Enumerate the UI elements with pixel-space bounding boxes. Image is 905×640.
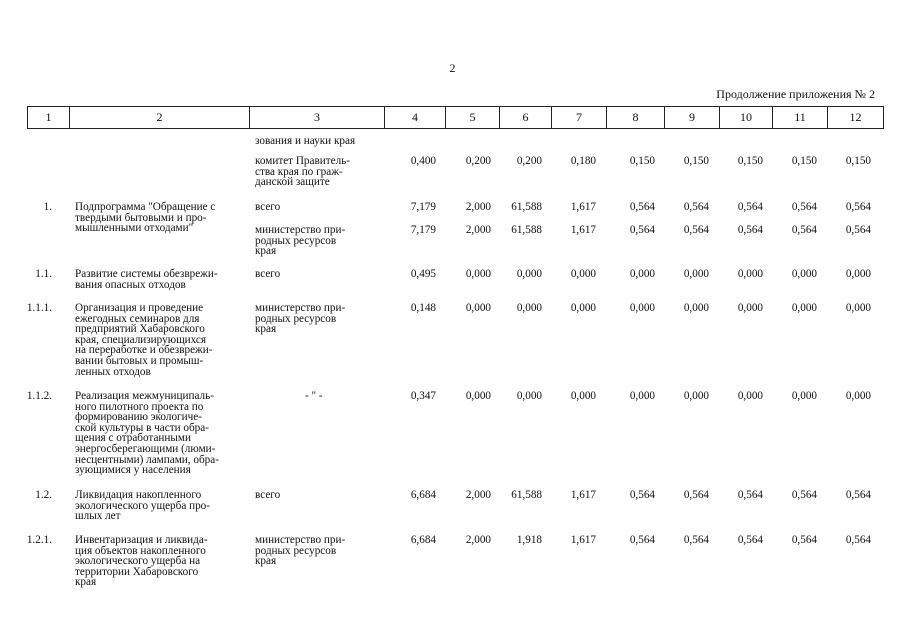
row-name-line: Развитие системы обезврежи- xyxy=(75,268,218,280)
row-value-col-7: 1,617 xyxy=(570,489,596,501)
row-value-col-9: 0,564 xyxy=(683,201,709,213)
row-value-col-4: 0,347 xyxy=(410,390,436,402)
row-value-col-4: 7,179 xyxy=(410,201,436,213)
row-value-col-7: 0,000 xyxy=(570,390,596,402)
row-value-col-11: 0,564 xyxy=(791,201,817,213)
row-number: 1.1.2. xyxy=(26,390,52,402)
row-value-col-8: 0,000 xyxy=(629,302,655,314)
row-value-col-7: 0,000 xyxy=(570,268,596,280)
column-header-10: 10 xyxy=(720,107,773,129)
row-executor-line: всего xyxy=(255,201,281,213)
row-name-line: Подпрограмма "Обращение с xyxy=(75,201,216,213)
row-executor-line: данской защите xyxy=(255,176,330,189)
row-value-col-6: 0,000 xyxy=(516,302,542,314)
row-value-col-11: 0,564 xyxy=(791,224,817,236)
row-executor-line: края xyxy=(255,323,277,336)
row-value-col-11: 0,000 xyxy=(791,390,817,402)
row-value-col-12: 0,564 xyxy=(845,224,871,236)
column-header-1: 1 xyxy=(28,107,70,129)
row-value-col-5: 0,200 xyxy=(465,155,491,167)
row-value-col-5: 2,000 xyxy=(465,201,491,213)
row-executor-line: министерство при- xyxy=(255,302,346,314)
row-value-col-8: 0,000 xyxy=(629,390,655,402)
row-value-col-6: 0,000 xyxy=(516,390,542,402)
row-value-col-9: 0,150 xyxy=(683,155,709,167)
row-value-col-4: 0,400 xyxy=(410,155,436,167)
row-name-line: Ликвидация накопленного xyxy=(75,489,202,501)
column-header-2: 2 xyxy=(70,107,250,129)
page-number: 2 xyxy=(449,61,456,75)
row-value-col-11: 0,150 xyxy=(791,155,817,167)
row-executor-line: министерство при- xyxy=(255,534,346,546)
row-name-line: вании бытовых и промыш- xyxy=(75,355,204,367)
column-header-3: 3 xyxy=(250,107,385,129)
row-value-col-6: 61,588 xyxy=(511,489,542,501)
row-value-col-6: 0,200 xyxy=(516,155,542,167)
row-executor-line: комитет Правитель- xyxy=(255,155,351,167)
row-value-col-11: 0,564 xyxy=(791,534,817,546)
row-value-col-12: 0,564 xyxy=(845,201,871,213)
row-name-line: ской культуры в части обра- xyxy=(75,421,209,434)
row-value-col-4: 6,684 xyxy=(410,489,436,501)
row-executor-line: зования и науки края xyxy=(255,135,356,147)
row-value-col-6: 1,918 xyxy=(516,534,542,546)
row-number: 1.1. xyxy=(35,268,52,280)
column-header-7: 7 xyxy=(552,107,607,129)
row-value-col-7: 0,180 xyxy=(570,155,596,167)
column-header-12: 12 xyxy=(828,107,884,129)
row-executor-line: - " - xyxy=(305,390,323,402)
row-name-line: территории Хабаровского xyxy=(75,565,199,578)
row-value-col-5: 2,000 xyxy=(465,224,491,236)
row-value-col-10: 0,150 xyxy=(737,155,763,167)
row-value-col-6: 61,588 xyxy=(511,224,542,236)
row-value-col-4: 7,179 xyxy=(410,224,436,236)
column-header-4: 4 xyxy=(385,107,446,129)
row-name-line: щения с отработанными xyxy=(75,432,191,445)
row-name-line: края, специализирующихся xyxy=(75,333,207,346)
row-value-col-10: 0,000 xyxy=(737,268,763,280)
row-value-col-6: 0,000 xyxy=(516,268,542,280)
row-name-line: ция объектов накопленного xyxy=(75,544,206,557)
row-name-line: Инвентаризация и ликвида- xyxy=(75,534,208,546)
row-value-col-4: 0,495 xyxy=(410,268,436,280)
row-value-col-11: 0,564 xyxy=(791,489,817,501)
row-value-col-8: 0,000 xyxy=(629,268,655,280)
column-header-5: 5 xyxy=(446,107,500,129)
row-name-line: экологического ущерба на xyxy=(75,555,201,568)
row-name-line: Организация и проведение xyxy=(75,302,204,314)
row-value-col-7: 0,000 xyxy=(570,302,596,314)
row-name-line: шлых лет xyxy=(75,510,121,523)
row-value-col-5: 0,000 xyxy=(465,302,491,314)
row-name-line: несцентными) лампами, обра- xyxy=(75,453,219,466)
row-executor-line: родных ресурсов xyxy=(255,312,337,325)
row-name-line: формированию экологиче- xyxy=(75,411,202,424)
row-value-col-4: 6,684 xyxy=(410,534,436,546)
column-header-8: 8 xyxy=(607,107,665,129)
row-name-line: края xyxy=(75,576,97,589)
row-value-col-5: 0,000 xyxy=(465,268,491,280)
row-value-col-11: 0,000 xyxy=(791,268,817,280)
row-value-col-5: 2,000 xyxy=(465,534,491,546)
row-value-col-11: 0,000 xyxy=(791,302,817,314)
row-executor-line: родных ресурсов xyxy=(255,544,337,557)
row-value-col-9: 0,000 xyxy=(683,268,709,280)
column-header-6: 6 xyxy=(500,107,552,129)
row-name-line: ежегодных семинаров для xyxy=(75,312,200,325)
row-value-col-8: 0,564 xyxy=(629,224,655,236)
row-name-line: экологического ущерба про- xyxy=(75,499,210,512)
row-number: 1.1.1. xyxy=(26,302,52,314)
row-name-line: ного пилотного проекта по xyxy=(75,400,204,413)
row-value-col-10: 0,564 xyxy=(737,224,763,236)
row-executor-line: родных ресурсов xyxy=(255,234,337,247)
row-value-col-7: 1,617 xyxy=(570,224,596,236)
row-value-col-10: 0,564 xyxy=(737,534,763,546)
row-value-col-12: 0,150 xyxy=(845,155,871,167)
row-value-col-5: 2,000 xyxy=(465,489,491,501)
row-executor-line: всего xyxy=(255,268,281,280)
appendix-continuation-label: Продолжение приложения № 2 xyxy=(716,87,875,101)
row-value-col-9: 0,564 xyxy=(683,534,709,546)
row-value-col-4: 0,148 xyxy=(410,302,436,314)
row-value-col-10: 0,564 xyxy=(737,489,763,501)
row-value-col-12: 0,564 xyxy=(845,489,871,501)
row-value-col-8: 0,564 xyxy=(629,201,655,213)
row-value-col-8: 0,150 xyxy=(629,155,655,167)
row-value-col-12: 0,000 xyxy=(845,302,871,314)
row-value-col-9: 0,000 xyxy=(683,302,709,314)
row-value-col-12: 0,564 xyxy=(845,534,871,546)
row-executor-line: края xyxy=(255,555,277,568)
row-value-col-5: 0,000 xyxy=(465,390,491,402)
row-name-line: энергосберегающими (люми- xyxy=(75,443,216,455)
row-executor-line: края xyxy=(255,245,277,258)
row-value-col-8: 0,564 xyxy=(629,489,655,501)
row-number: 1. xyxy=(43,201,52,213)
row-value-col-9: 0,000 xyxy=(683,390,709,402)
column-header-11: 11 xyxy=(773,107,828,129)
row-number: 1.2.1. xyxy=(26,534,52,546)
row-executor-line: всего xyxy=(255,489,281,501)
row-name-line: на переработке и обезврежи- xyxy=(75,344,213,357)
row-value-col-12: 0,000 xyxy=(845,268,871,280)
row-value-col-12: 0,000 xyxy=(845,390,871,402)
row-value-col-9: 0,564 xyxy=(683,224,709,236)
row-value-col-10: 0,000 xyxy=(737,390,763,402)
row-executor-line: ства края по граж- xyxy=(255,165,343,178)
row-number: 1.2. xyxy=(35,489,52,501)
row-name-line: ленных отходов xyxy=(75,365,151,378)
row-name-line: мышленными отходами" xyxy=(75,222,194,235)
row-value-col-7: 1,617 xyxy=(570,534,596,546)
row-value-col-10: 0,000 xyxy=(737,302,763,314)
row-name-line: предприятий Хабаровского xyxy=(75,323,205,336)
row-value-col-7: 1,617 xyxy=(570,201,596,213)
row-value-col-8: 0,564 xyxy=(629,534,655,546)
row-name-line: Реализация межмуниципаль- xyxy=(75,390,214,402)
row-value-col-6: 61,588 xyxy=(511,201,542,213)
row-value-col-9: 0,564 xyxy=(683,489,709,501)
row-executor-line: министерство при- xyxy=(255,224,346,236)
row-value-col-10: 0,564 xyxy=(737,201,763,213)
column-header-9: 9 xyxy=(665,107,720,129)
row-name-line: твердыми бытовыми и про- xyxy=(75,211,207,224)
row-name-line: вания опасных отходов xyxy=(75,278,186,291)
row-name-line: зующимися у населения xyxy=(75,464,191,477)
